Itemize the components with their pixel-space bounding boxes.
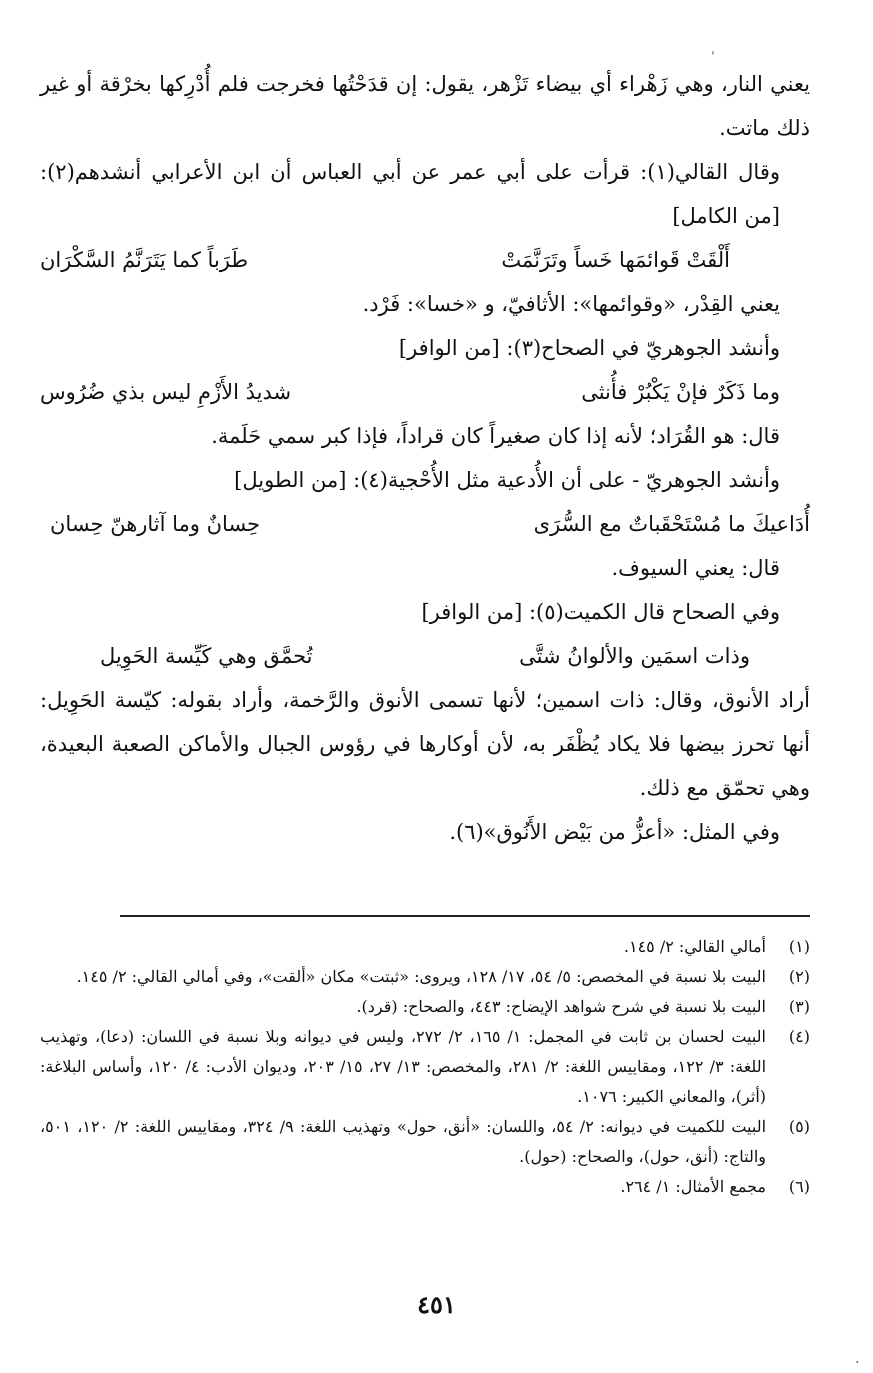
footnote bbox=[40, 962, 810, 992]
main-text bbox=[40, 62, 810, 854]
footnote-text: البيت بلا نسبة في المخصص: ٥/ ٥٤، ١٧/ ١٢٨، ويروى: «ثبتت» مكان «ألقت»، وفي أمالي القالي: ٢/ ١٤٥. bbox=[76, 967, 766, 986]
ink-dot: ˈ bbox=[711, 50, 715, 66]
paragraph: وأنشد الجوهريّ في الصحاح(٣): [من الوافر] bbox=[398, 336, 780, 360]
footnote-number: (٦) bbox=[788, 1177, 810, 1196]
footnote-number: (٣) bbox=[788, 997, 810, 1016]
footnote-text: أمالي القالي: ٢/ ١٤٥. bbox=[623, 937, 766, 956]
poem-verse bbox=[100, 634, 810, 678]
footnote bbox=[40, 1172, 810, 1202]
footnote bbox=[40, 992, 810, 1022]
verse-first-hemistich: وما ذَكَرٌ فإنْ يَكْبُرْ فأُنثى bbox=[581, 380, 780, 404]
paragraph: يعني النار، وهي زَهْراء أي بيضاء تَزْهر، يقول: إن قدَحْتُها فخرجت فلم أُدْرِكها بخرْقة أو غير ذلك ماتت. bbox=[40, 72, 810, 140]
footnote-number: (١) bbox=[788, 937, 810, 956]
paragraph: قال: يعني السيوف. bbox=[611, 556, 780, 580]
footnote-rule bbox=[120, 915, 810, 917]
footnote-text: البيت لحسان بن ثابت في المجمل: ١/ ١٦٥، ٢/ ٢٧٢، وليس في ديوانه وبلا نسبة في اللسان: (دعا)، وتهذيب اللغة: ٣/ ١٢٢، ومقاييس اللغة: ٢/ ٢٨١، والمخصص: ١٣/ ٢٧، ١٥/ ٢٠٣، وديوان الأدب: ٤/ ١٢٠، وأساس البلاغة: (أثر)، والمعاني الكبير: ١٠٧٦. bbox=[40, 1027, 767, 1106]
poem-verse bbox=[40, 238, 810, 282]
paragraph: يعني القِدْر، «وقوائمها»: الأثافيّ، و «خسا»: فَرْد. bbox=[362, 292, 780, 316]
verse-second-hemistich: شديدُ الأَزْمِ ليس بذي ضُرُوس bbox=[40, 380, 292, 404]
verse-first-hemistich: أَلْقَتْ قَوائمَها خَساً وتَرَنَّمَتْ bbox=[501, 248, 730, 272]
paragraph: وقال القالي(١): قرأت على أبي عمر عن أبي العباس أن ابن الأعرابي أنشدهم(٢): [من الكامل] bbox=[40, 160, 780, 228]
paragraph: وفي الصحاح قال الكميت(٥): [من الوافر] bbox=[421, 600, 780, 624]
verse-first-hemistich: وذات اسمَين والألوانُ شتَّى bbox=[519, 644, 750, 668]
footnotes bbox=[40, 932, 810, 1202]
verse-second-hemistich: طَرَباً كما يَتَرَنَّمُ السَّكْرَان bbox=[40, 248, 249, 272]
footnote-text: مجمع الأمثال: ١/ ٢٦٤. bbox=[620, 1177, 766, 1196]
verse-second-hemistich: حِسانٌ وما آثارهنّ حِسان bbox=[50, 512, 261, 536]
footnote-text: البيت بلا نسبة في شرح شواهد الإيضاح: ٤٤٣، والصحاح: (قرد). bbox=[356, 997, 766, 1016]
poem-verse bbox=[40, 370, 810, 414]
page-number: ٤٥١ bbox=[417, 1290, 456, 1319]
footnote bbox=[40, 1112, 810, 1172]
footnote bbox=[40, 932, 810, 962]
footnote-text: البيت للكميت في ديوانه: ٢/ ٥٤، واللسان: «أنق، حول» وتهذيب اللغة: ٩/ ٣٢٤، ومقاييس اللغة: ٢/ ١٢٠، ٥٠١، والتاج: (أنق، حول)، والصحاح: (حول). bbox=[40, 1117, 767, 1166]
paragraph: أراد الأنوق، وقال: ذات اسمين؛ لأنها تسمى الأنوق والرَّخمة، وأراد بقوله: كيّسة الحَوِيل: أنها تحرز بيضها فلا يكاد يُظْفَر به، لأن أوكارها في رؤوس الجبال والأماكن الصعبة البعيدة، وهي تحمّق مع ذلك. bbox=[40, 688, 810, 800]
verse-first-hemistich: أُدَاعيكَ ما مُسْتَحْقَباتٌ مع السُّرَى bbox=[533, 512, 810, 536]
poem-verse bbox=[50, 502, 810, 546]
footnote-number: (٤) bbox=[788, 1027, 810, 1046]
paragraph: قال: هو القُرَاد؛ لأنه إذا كان صغيراً كان قراداً، فإذا كبر سمي حَلَمة. bbox=[211, 424, 780, 448]
paragraph: وأنشد الجوهريّ - على أن الأُدعية مثل الأُحْجية(٤): [من الطويل] bbox=[234, 468, 780, 492]
verse-second-hemistich: تُحمَّق وهي كَيِّسة الحَوِيل bbox=[100, 644, 313, 668]
footnote-number: (٢) bbox=[788, 967, 810, 986]
ink-dot: · bbox=[855, 1355, 860, 1371]
footnote-number: (٥) bbox=[788, 1117, 810, 1136]
footnote bbox=[40, 1022, 810, 1112]
paragraph: وفي المثل: «أعزُّ من بَيْض الأَنُوق»(٦). bbox=[449, 820, 780, 844]
